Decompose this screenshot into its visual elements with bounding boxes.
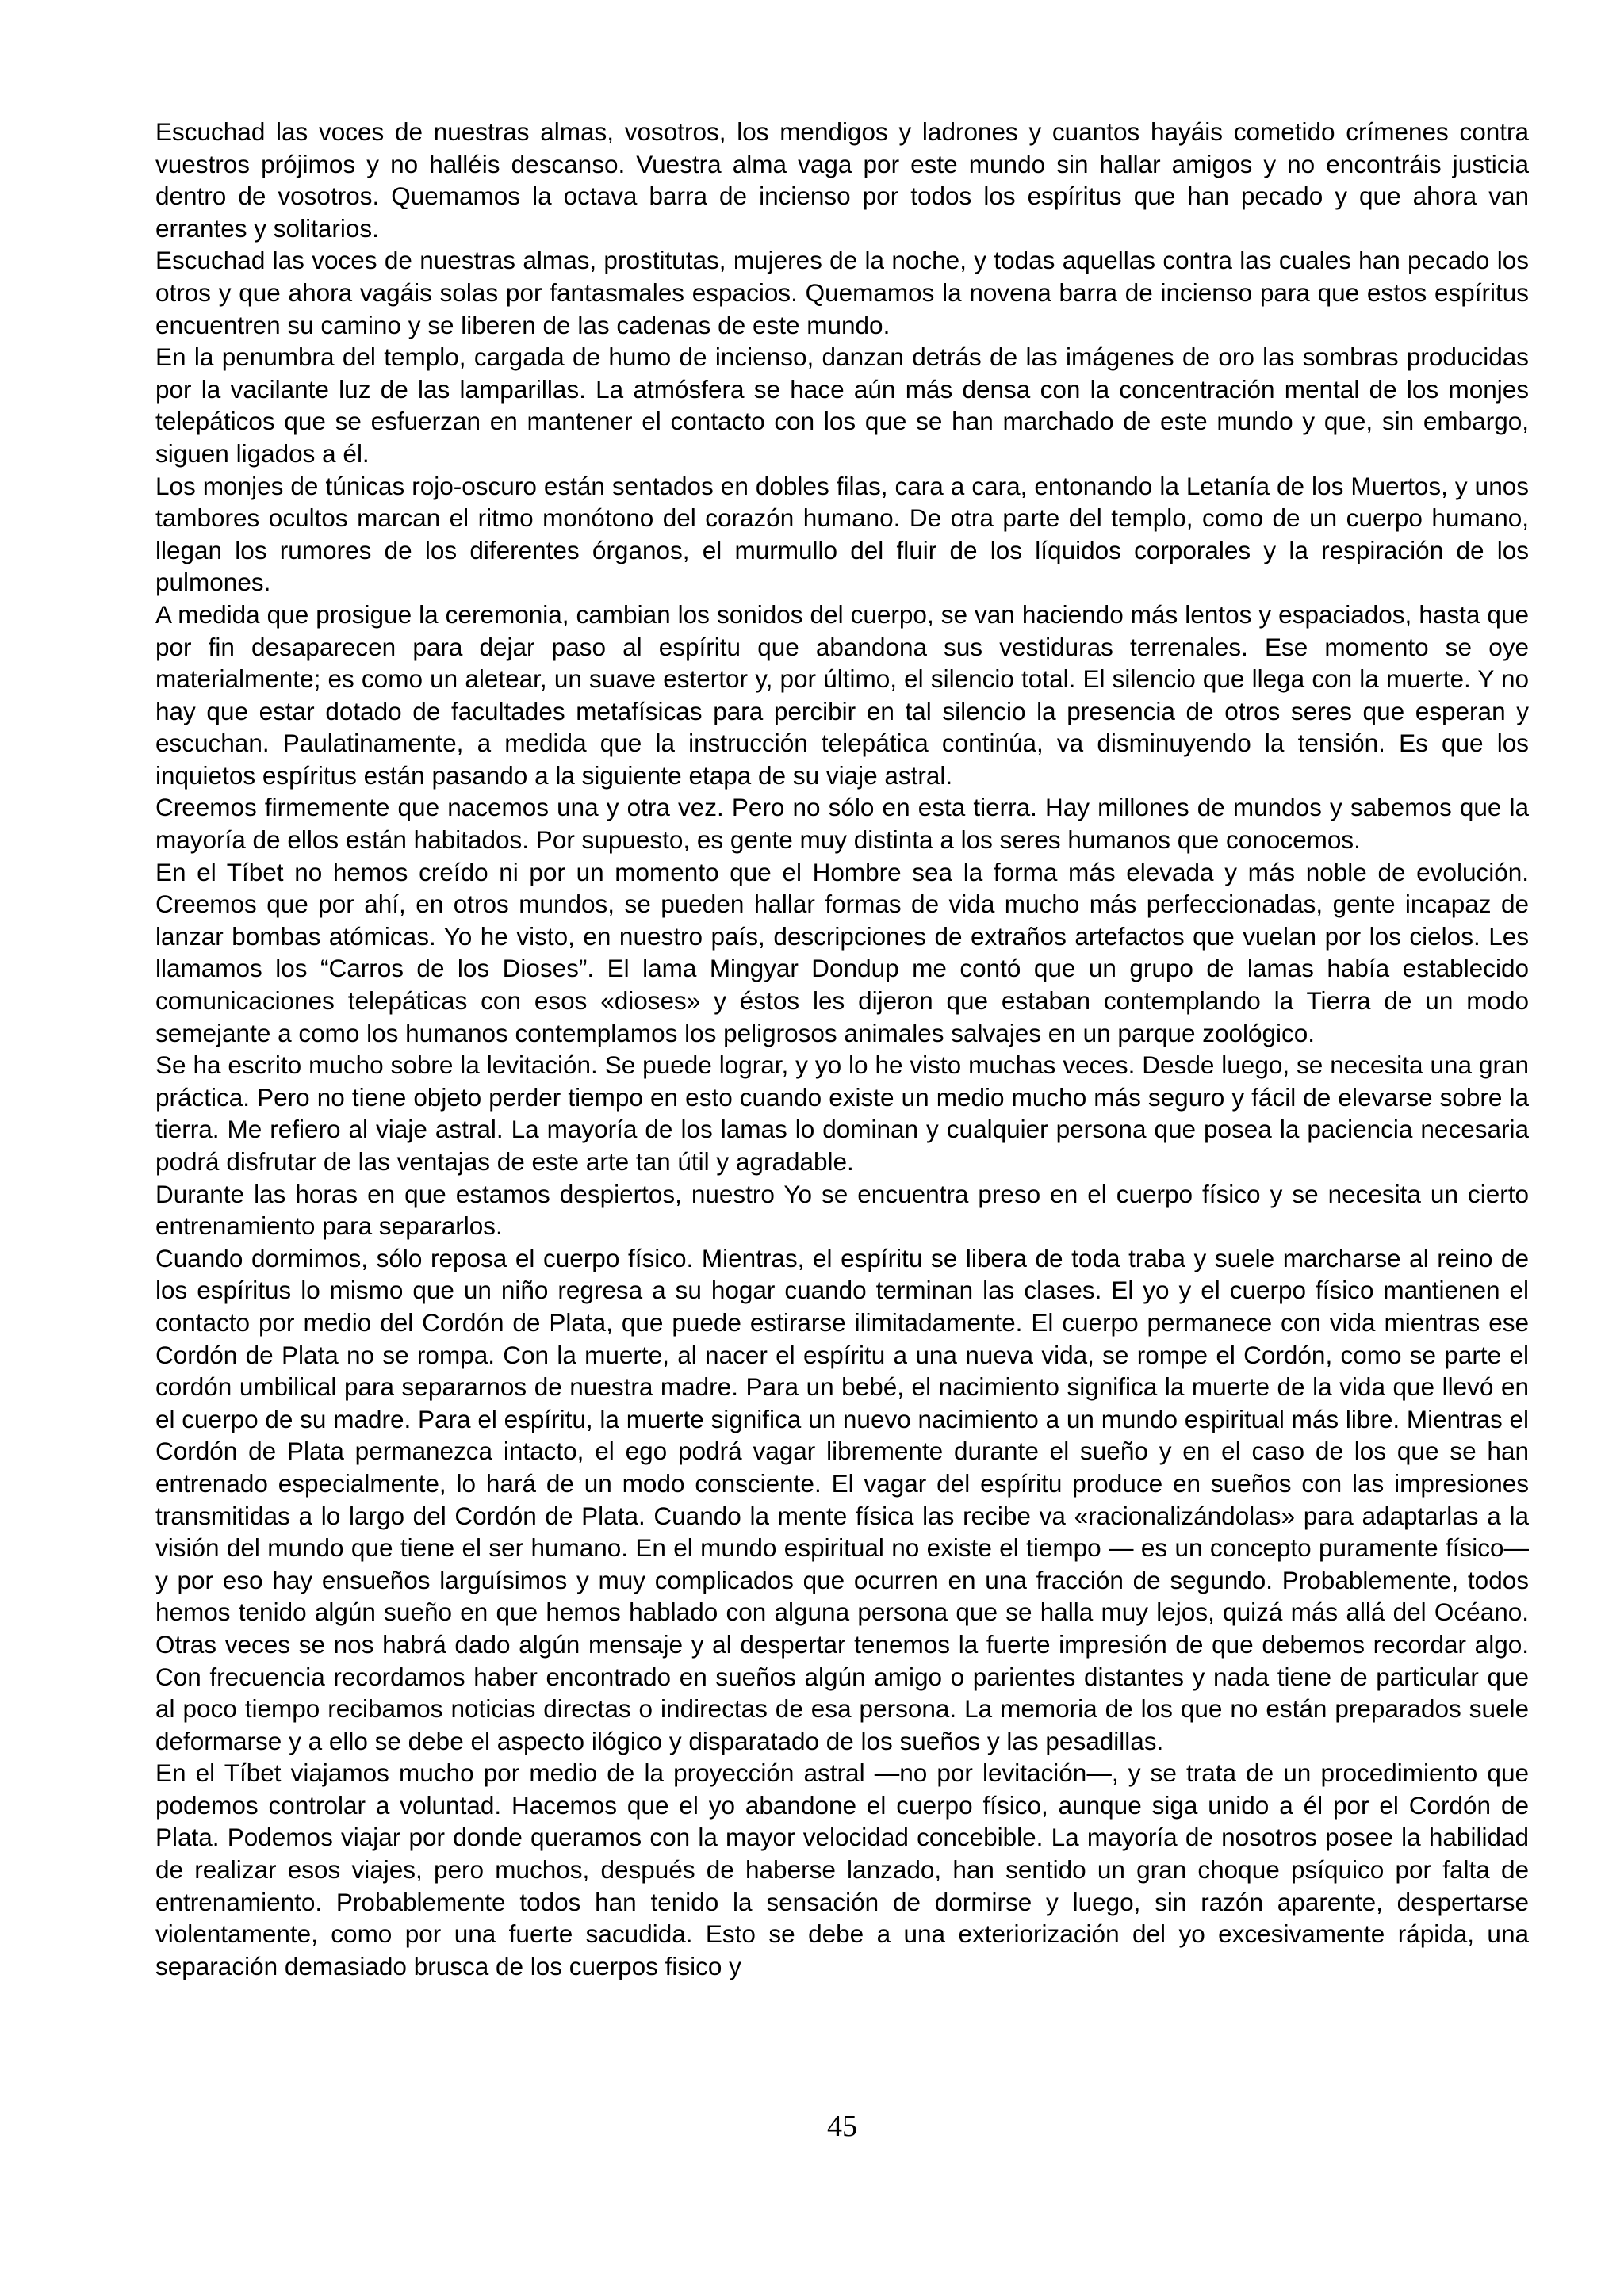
paragraph-2: Escuchad las voces de nuestras almas, prostitutas, mujeres de la noche, y todas aquellas contra las cuales han pecado los otros y que ahora vagáis solas por fantasmales espacios. Quemamos la novena barra de incienso para que estos espíritus encuentren su camino y se liberen de las cadenas de este mundo. [155, 246, 1529, 339]
paragraph-4: Los monjes de túnicas rojo-oscuro están sentados en dobles filas, cara a cara, entonando la Letanía de los Muertos, y unos tambores ocultos marcan el ritmo monótono del corazón humano. De otra parte del templo, como de un cuerpo humano, llegan los rumores de los diferentes órganos, el murmullo del fluir de los líquidos corporales y la respiración de los pulmones. [155, 471, 1529, 597]
paragraph-5: A medida que prosigue la ceremonia, cambian los sonidos del cuerpo, se van haciendo más lentos y espaciados, hasta que por fin desaparecen para dejar paso al espíritu que abandona sus vestiduras terrenales. Ese momento se oye materialmente; es como un aletear, un suave estertor y, por último, el silencio total. El silencio que llega con la muerte. Y no hay que estar dotado de facultades metafísicas para percibir en tal silencio la presencia de otros seres que esperan y escuchan. Paulatinamente, a medida que la instrucción telepática continúa, va disminuyendo la tensión. Es que los inquietos espíritus están pasando a la siguiente etapa de su viaje astral. [155, 599, 1529, 790]
page-number: 45 [827, 2110, 857, 2143]
paragraph-9: Durante las horas en que estamos despiertos, nuestro Yo se encuentra preso en el cuerpo físico y se necesita un cierto entrenamiento para separarlos. [155, 1179, 1529, 1241]
document-page [155, 116, 1529, 2256]
paragraph-6: Creemos firmemente que nacemos una y otra vez. Pero no sólo en esta tierra. Hay millones de mundos y sabemos que la mayoría de ellos están habitados. Por supuesto, es gente muy distinta a los seres humanos que conocemos. [155, 793, 1529, 855]
paragraph-1: Escuchad las voces de nuestras almas, vosotros, los mendigos y ladrones y cuantos hayáis cometido crímenes contra vuestros prójimos y no halléis descanso. Vuestra alma vaga por este mundo sin hallar amigos y no encontráis justicia dentro de vosotros. Quemamos la octava barra de incienso por todos los espíritus que han pecado y que ahora van errantes y solitarios. [155, 117, 1529, 243]
paragraph-10: Cuando dormimos, sólo reposa el cuerpo físico. Mientras, el espíritu se libera de toda traba y suele marcharse al reino de los espíritus lo mismo que un niño regresa a su hogar cuando terminan las clases. El yo y el cuerpo físico mantienen el contacto por medio del Cordón de Plata, que puede estirarse ilimitadamente. El cuerpo permanece con vida mientras ese Cordón de Plata no se rompa. Con la muerte, al nacer el espíritu a una nueva vida, se rompe el Cordón, como se parte el cordón umbilical para separarnos de nuestra madre. Para un bebé, el nacimiento significa la muerte de la vida que llevó en el cuerpo de su madre. Para el espíritu, la muerte significa un nuevo nacimiento a un mundo espiritual más libre. Mientras el Cordón de Plata permanezca intacto, el ego podrá vagar libremente durante el sueño y en el caso de los que se han entrenado especialmente, lo hará de un modo consciente. El vagar del espíritu produce en sueños con las impresiones transmitidas a lo largo del Cordón de Plata. Cuando la mente física las recibe va «racionalizándolas» para adaptarlas a la visión del mundo que tiene el ser humano. En el mundo espiritual no existe el tiempo — es un concepto puramente físico— y por eso hay ensueños larguísimos y muy complicados que ocurren en una fracción de segundo. Probablemente, todos hemos tenido algún sueño en que hemos hablado con alguna persona que se halla muy lejos, quizá más allá del Océano. Otras veces se nos habrá dado algún mensaje y al despertar tenemos la fuerte impresión de que debemos recordar algo. Con frecuencia recordamos haber encontrado en sueños algún amigo o parientes distantes y nada tiene de particular que al poco tiempo recibamos noticias directas o indirectas de esa persona. La memoria de los que no están preparados suele deformarse y a ello se debe el aspecto ilógico y disparatado de los sueños y las pesadillas. [155, 1243, 1529, 1755]
paragraph-7: En el Tíbet no hemos creído ni por un momento que el Hombre sea la forma más elevada y más noble de evolución. Creemos que por ahí, en otros mundos, se pueden hallar formas de vida mucho más perfeccionadas, gente incapaz de lanzar bombas atómicas. Yo he visto, en nuestro país, descripciones de extraños artefactos que vuelan por los cielos. Les llamamos los “Carros de los Dioses”. El lama Mingyar Dondup me contó que un grupo de lamas había establecido comunicaciones telepáticas con esos «dioses» y éstos les dijeron que estaban contemplando la Tierra de un modo semejante a como los humanos contemplamos los peligrosos animales salvajes en un parque zoológico. [155, 857, 1529, 1047]
body-text [155, 116, 1529, 1982]
paragraph-8: Se ha escrito mucho sobre la levitación. Se puede lograr, y yo lo he visto muchas veces. Desde luego, se necesita una gran práctica. Pero no tiene objeto perder tiempo en esto cuando existe un medio mucho más seguro y fácil de elevarse sobre la tierra. Me refiero al viaje astral. La mayoría de los lamas lo dominan y cualquier persona que posea la paciencia necesaria podrá disfrutar de las ventajas de este arte tan útil y agradable. [155, 1050, 1529, 1176]
paragraph-3: En la penumbra del templo, cargada de humo de incienso, danzan detrás de las imágenes de oro las sombras producidas por la vacilante luz de las lamparillas. La atmósfera se hace aún más densa con la concentración mental de los monjes telepáticos que se esfuerzan en mantener el contacto con los que se han marchado de este mundo y que, sin embargo, siguen ligados a él. [155, 342, 1529, 468]
paragraph-11: En el Tíbet viajamos mucho por medio de la proyección astral —no por levitación—, y se trata de un procedimiento que podemos controlar a voluntad. Hacemos que el yo abandone el cuerpo físico, aunque siga unido a él por el Cordón de Plata. Podemos viajar por donde queramos con la mayor velocidad concebible. La mayoría de nosotros posee la habilidad de realizar esos viajes, pero muchos, después de haberse lanzado, han sentido un gran choque psíquico por falta de entrenamiento. Probablemente todos han tenido la sensación de dormirse y luego, sin razón aparente, despertarse violentamente, como por una fuerte sacudida. Esto se debe a una exteriorización del yo excesivamente rápida, una separación demasiado brusca de los cuerpos fisico y [155, 1758, 1529, 1980]
